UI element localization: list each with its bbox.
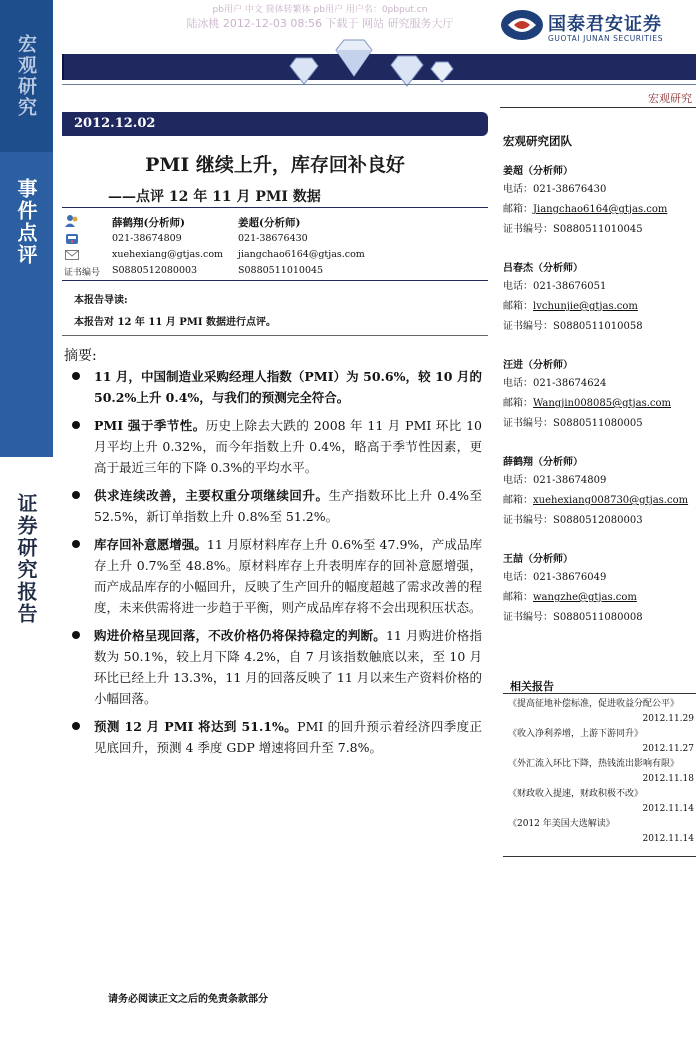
team-member xyxy=(503,455,693,531)
summary-item-text: 历史上除去大跌的 2008 年 11 月 PMI 环比 10 月平均上升 0.32%，而今年指数上升 0.4%，略高于季节性因素，更高于最近三年的下降 0.3%的平均水平。 xyxy=(94,418,483,475)
member-cert: 证书编号：S0880511010045 xyxy=(503,224,643,235)
disclaimer-note: 请务必阅读正文之后的免责条款部分 xyxy=(108,994,268,1005)
download-watermark xyxy=(150,4,490,30)
member-email-line xyxy=(503,491,693,511)
header-banner xyxy=(62,54,696,80)
member-cert: 证书编号：S0880511080005 xyxy=(503,418,643,429)
related-rule-bottom xyxy=(503,856,696,857)
summary-item xyxy=(70,716,482,758)
member-email-label: 邮箱： xyxy=(503,398,533,409)
member-email-line xyxy=(503,394,693,414)
team-list xyxy=(503,164,693,649)
logo-name-en: GUOTAI JUNAN SECURITIES xyxy=(548,34,664,43)
member-email-line xyxy=(503,588,693,608)
related-item-title: 《提高征地补偿标准，促进收益分配公平》 xyxy=(508,699,680,709)
member-name: 吕春杰（分析师） xyxy=(503,263,583,274)
summary-item xyxy=(70,485,482,527)
member-phone: 电话：021-38676430 xyxy=(503,184,607,195)
watermark-line-2: 陆冰桃 2012-12-03 08:56 下载于 网站 研究服务大厅 xyxy=(186,17,454,30)
logo-name-cn: 国泰君安证券 xyxy=(548,14,662,35)
report-subtitle: ——点评 12 年 11 月 PMI 数据 xyxy=(108,189,321,205)
analyst2-cert: S0880511010045 xyxy=(238,265,324,276)
summary-item-bold: 11 月，中国制造业采购经理人指数（PMI）为 50.6%，较 10 月的 50.2%上升 0.4%，与我们的预测完全符合。 xyxy=(94,369,482,405)
sidebar-block-report xyxy=(0,457,53,1040)
related-item-date: 2012.11.27 xyxy=(642,744,694,754)
contact-row-cert xyxy=(62,264,488,279)
report-title: PMI 继续上升，库存回补良好 xyxy=(145,154,405,176)
related-heading: 相关报告 xyxy=(510,680,554,693)
banner-underline xyxy=(62,84,696,85)
summary-list xyxy=(70,366,482,765)
related-item[interactable] xyxy=(508,757,694,787)
related-item-title: 《收入净利养增，上游下游同升》 xyxy=(508,729,644,739)
analyst2-name: 姜超(分析师) xyxy=(238,217,301,229)
analyst2-phone: 021-38676430 xyxy=(238,233,308,244)
contact-row-email xyxy=(62,248,488,263)
related-item[interactable] xyxy=(508,817,694,847)
phone-icon xyxy=(64,232,80,246)
sidebar-label-report: 证券研究报告 xyxy=(14,493,38,625)
right-header-rule xyxy=(500,107,696,108)
member-email-link[interactable]: lvchunjie@gtjas.com xyxy=(533,301,638,312)
summary-item-bold: PMI 强于季节性。 xyxy=(94,418,206,433)
related-item-date: 2012.11.14 xyxy=(642,804,694,814)
member-email-link[interactable]: Wangjin008085@gtjas.com xyxy=(533,398,672,409)
member-email-line xyxy=(503,200,693,220)
member-email-line xyxy=(503,297,693,317)
analyst2-email[interactable]: jiangchao6164@gtjas.com xyxy=(238,249,365,260)
related-list xyxy=(508,697,694,847)
related-item-title: 《财政收入提速，财政积极不改》 xyxy=(508,789,644,799)
member-cert: 证书编号：S0880511080008 xyxy=(503,612,643,623)
logo-mark-icon xyxy=(500,8,544,42)
related-item-title: 《外汇流入环比下降，热钱流出影响有限》 xyxy=(508,759,680,769)
date-bar xyxy=(62,112,488,136)
member-cert: 证书编号：S0880511010058 xyxy=(503,321,643,332)
person-icon xyxy=(64,214,80,228)
member-phone: 电话：021-38676051 xyxy=(503,281,607,292)
company-logo xyxy=(500,8,696,48)
member-phone: 电话：021-38674809 xyxy=(503,475,607,486)
member-phone: 电话：021-38674624 xyxy=(503,378,607,389)
member-email-label: 邮箱： xyxy=(503,592,533,603)
analyst1-name: 薛鹤翔(分析师) xyxy=(112,217,185,229)
member-name: 王喆（分析师） xyxy=(503,554,573,565)
team-heading: 宏观研究团队 xyxy=(503,134,572,148)
related-item-title: 《2012 年美国大选解读》 xyxy=(508,819,615,829)
guide-text: 本报告对 12 年 11 月 PMI 数据进行点评。 xyxy=(74,317,276,328)
summary-item xyxy=(70,366,482,408)
summary-item-text: 11 月购进价格指数为 50.1%，较上月下降 4.2%，自 7 月该指数触底以来，至 10 月环比已经上升 13.3%，11 月的回落反映了 11 月以来生产资料价格的小幅回落。 xyxy=(94,628,482,706)
cert-label: 证书编号 xyxy=(64,268,101,278)
email-icon xyxy=(64,248,80,262)
member-email-label: 邮箱： xyxy=(503,301,533,312)
related-item[interactable] xyxy=(508,697,694,727)
subtitle-rule xyxy=(62,207,488,208)
member-email-link[interactable]: Jiangchao6164@gtjas.com xyxy=(533,204,668,215)
analyst1-email[interactable]: xuehexiang@gtjas.com xyxy=(112,249,224,260)
related-item-date: 2012.11.14 xyxy=(642,834,694,844)
member-name: 姜超（分析师） xyxy=(503,166,573,177)
summary-item-text: 11 月原材料库存上升 0.6%至 47.9%，产成品库存上升 0.7%至 48.8%。原材料库存上升表明库存的回补意愿增强，而产成品库存的小幅回升，反映了生产回升的幅度超越了需求改善的程度，未来供需将进一步趋于平衡，则产成品库存将不会出现积压状态。 xyxy=(94,537,482,615)
member-name: 薛鹤翔（分析师） xyxy=(503,457,583,468)
member-cert: 证书编号：S0880512080003 xyxy=(503,515,643,526)
member-email-link[interactable]: wangzhe@gtjas.com xyxy=(533,592,637,603)
member-email-label: 邮箱： xyxy=(503,495,533,506)
team-member xyxy=(503,164,693,240)
summary-item-bold: 购进价格呈现回落，不改价格仍将保持稳定的判断。 xyxy=(94,628,386,643)
watermark-line-1: pb用户 中文 简体转繁体 pb用户 用户名：0pbput.cn xyxy=(212,5,428,15)
summary-item xyxy=(70,625,482,709)
sidebar-block-event xyxy=(0,152,53,457)
summary-item xyxy=(70,534,482,618)
member-phone: 电话：021-38676049 xyxy=(503,572,607,583)
section-label: 宏观研究 xyxy=(648,92,692,105)
summary-item-text: 生产指数环比上升 0.4%至 52.5%，新订单指数上升 0.8%至 51.2%。 xyxy=(94,488,482,524)
summary-item-bold: 库存回补意愿增强。 xyxy=(94,537,207,552)
summary-item-bold: 供求连续改善，主要权重分项继续回升。 xyxy=(94,488,329,503)
sidebar-block-macro xyxy=(0,0,53,152)
diamond-graphic-icon xyxy=(286,32,486,92)
report-date: 2012.12.02 xyxy=(74,116,156,131)
member-email-label: 邮箱： xyxy=(503,204,533,215)
related-item-date: 2012.11.29 xyxy=(642,714,694,724)
guide-rule xyxy=(62,335,488,336)
member-name: 汪进（分析师） xyxy=(503,360,573,371)
related-rule-top xyxy=(503,693,696,694)
sidebar-label-event: 事件点评 xyxy=(14,178,38,266)
summary-heading: 摘要: xyxy=(64,348,97,364)
analyst1-cert: S0880512080003 xyxy=(112,265,198,276)
related-item[interactable] xyxy=(508,727,694,757)
contact-row-name xyxy=(62,214,488,229)
team-member xyxy=(503,552,693,628)
guide-title: 本报告导读: xyxy=(74,295,128,306)
summary-item-bold: 预测 12 月 PMI 将达到 51.1%。 xyxy=(94,719,298,734)
team-member xyxy=(503,261,693,337)
left-sidebar xyxy=(0,0,53,1040)
summary-item xyxy=(70,415,482,478)
member-email-link[interactable]: xuehexiang008730@gtjas.com xyxy=(533,495,689,506)
related-item-date: 2012.11.18 xyxy=(642,774,694,784)
contacts-rule xyxy=(62,280,488,281)
contact-row-phone xyxy=(62,232,488,247)
related-item[interactable] xyxy=(508,787,694,817)
summary-item-text: PMI 的回升预示着经济四季度正见底回升，预测 4 季度 GDP 增速将回升至 7.8%。 xyxy=(94,719,483,755)
team-member xyxy=(503,358,693,434)
sidebar-label-macro: 宏观研究 xyxy=(15,34,37,118)
analyst1-phone: 021-38674809 xyxy=(112,233,182,244)
